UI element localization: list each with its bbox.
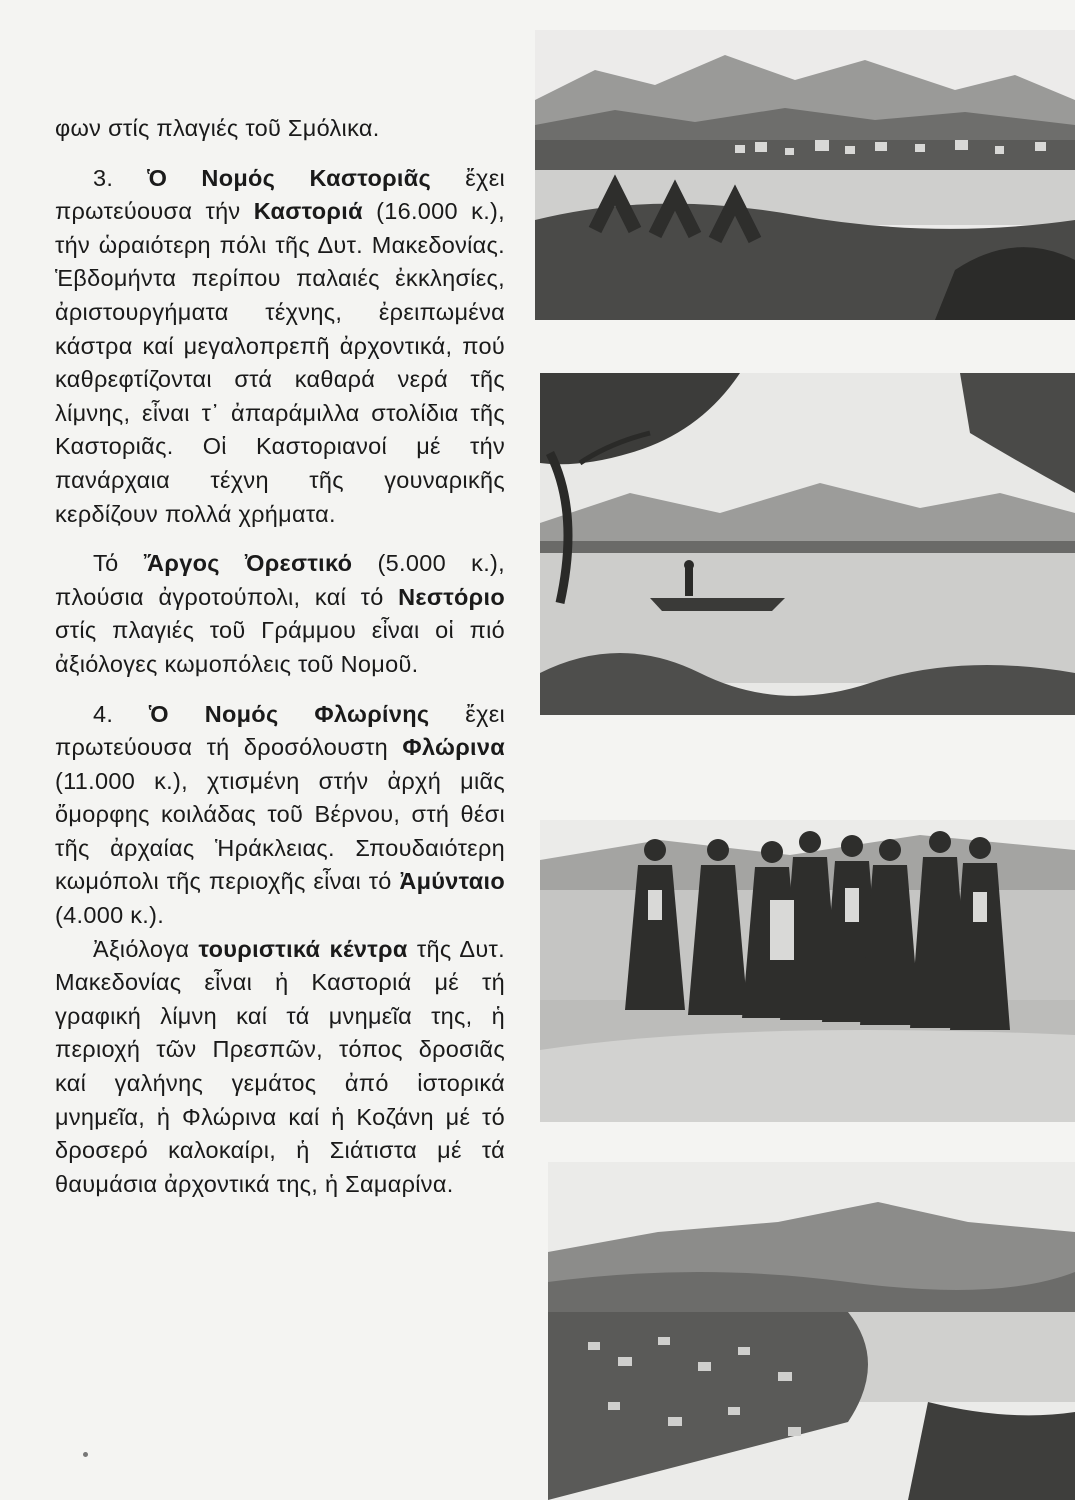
argos-text-2: (5.000 κ.), πλούσια ἀγροτούπολι, καί τό (55, 550, 505, 610)
kastoria-text-1: ἔχει πρωτεύουσα τήν (55, 164, 505, 225)
tourist-centers: τουριστικά κέντρα (198, 935, 408, 962)
florina-prefecture-name: Ὁ Νομός Φλωρίνης (149, 700, 430, 727)
argos-orestiko: Ἄργος Ὀρεστικό (143, 550, 353, 577)
tourism-text-1: Ἀξιόλογα (93, 935, 199, 962)
kastoria-text-2: (16.000 κ.), τήν ὡραιότερη πόλι τῆς Δυτ. Μακεδονίας. Ἑβδομήντα περίπου παλαιές ἐκκλησίες, ἀριστουργήματα τέχνης, ἐρειπωμένα κάστρα καί μεγαλοπρεπῆ ἀρχοντικά, πού καθρεφτίζονται στά καθαρά νερά τῆς λίμνης, εἶναι τ᾽ ἀπαράμιλλα στολίδια τῆς Καστοριᾶς. Οἱ Καστοριανοί μέ τήν πανάρχαια τέχνη τῆς γουναρικῆς κερδίζουν πολλά χρήματα. (55, 198, 505, 527)
article-text (55, 112, 505, 1201)
photo-kastoria-panorama (535, 30, 1075, 320)
kastoria-prefecture-name: Ὁ Νομός Καστοριᾶς (147, 164, 432, 191)
photo-kastoria-town (548, 1162, 1075, 1500)
florina-text-3: (4.000 κ.). (55, 902, 165, 929)
amyntaio: Ἀμύνταιο (399, 868, 505, 895)
photo-lake-boat (540, 373, 1075, 715)
florina-text-1: ἔχει πρωτεύουσα τή δροσόλουστη (55, 700, 505, 761)
kastoria-number: 3. (93, 164, 148, 191)
florina-number: 4. (93, 700, 150, 727)
florina-capital: Φλώρινα (402, 734, 505, 761)
florina-paragraph (55, 698, 505, 933)
argos-text-3: στίς πλαγιές τοῦ Γράμμου εἶναι οἱ πιό ἀξιόλογες κωμοπόλεις τοῦ Νομοῦ. (55, 617, 505, 677)
kastoria-paragraph (55, 162, 505, 532)
intro-line: φων στίς πλαγιές τοῦ Σμόλικα. (55, 115, 380, 141)
florina-text-2: (11.000 κ.), χτισμένη στήν ἀρχή μιᾶς ὄμορφης κοιλάδας τοῦ Βέρνου, στή θέσι τῆς ἀρχαίας Ἡράκλειας. Σπουδαιότερη κωμόπολι τῆς περιοχῆς εἶναι τό (55, 767, 505, 895)
tourism-paragraph (55, 933, 505, 1202)
nestorio: Νεστόριο (398, 583, 505, 610)
photo-traditional-costumes (540, 820, 1075, 1122)
argos-text-1: Τό (93, 550, 144, 577)
argos-paragraph (55, 547, 505, 681)
tourism-text-2: τῆς Δυτ. Μακεδονίας εἶναι ἡ Καστοριά μέ τή γραφική λίμνη καί τά μνημεῖα της, ἡ περιοχή τῶν Πρεσπῶν, τόπος δροσιᾶς καί γαλήνης γεμάτος ἀπό ἱστορικά μνημεῖα, ἡ Φλώρινα καί ἡ Κοζάνη μέ τό δροσερό καλοκαίρι, ἡ Σιάτιστα μέ τά θαυμάσια ἀρχοντικά της, ἡ Σαμαρίνα. (55, 935, 505, 1197)
decorative-dot (83, 1452, 88, 1457)
kastoria-capital: Καστοριά (253, 198, 363, 225)
